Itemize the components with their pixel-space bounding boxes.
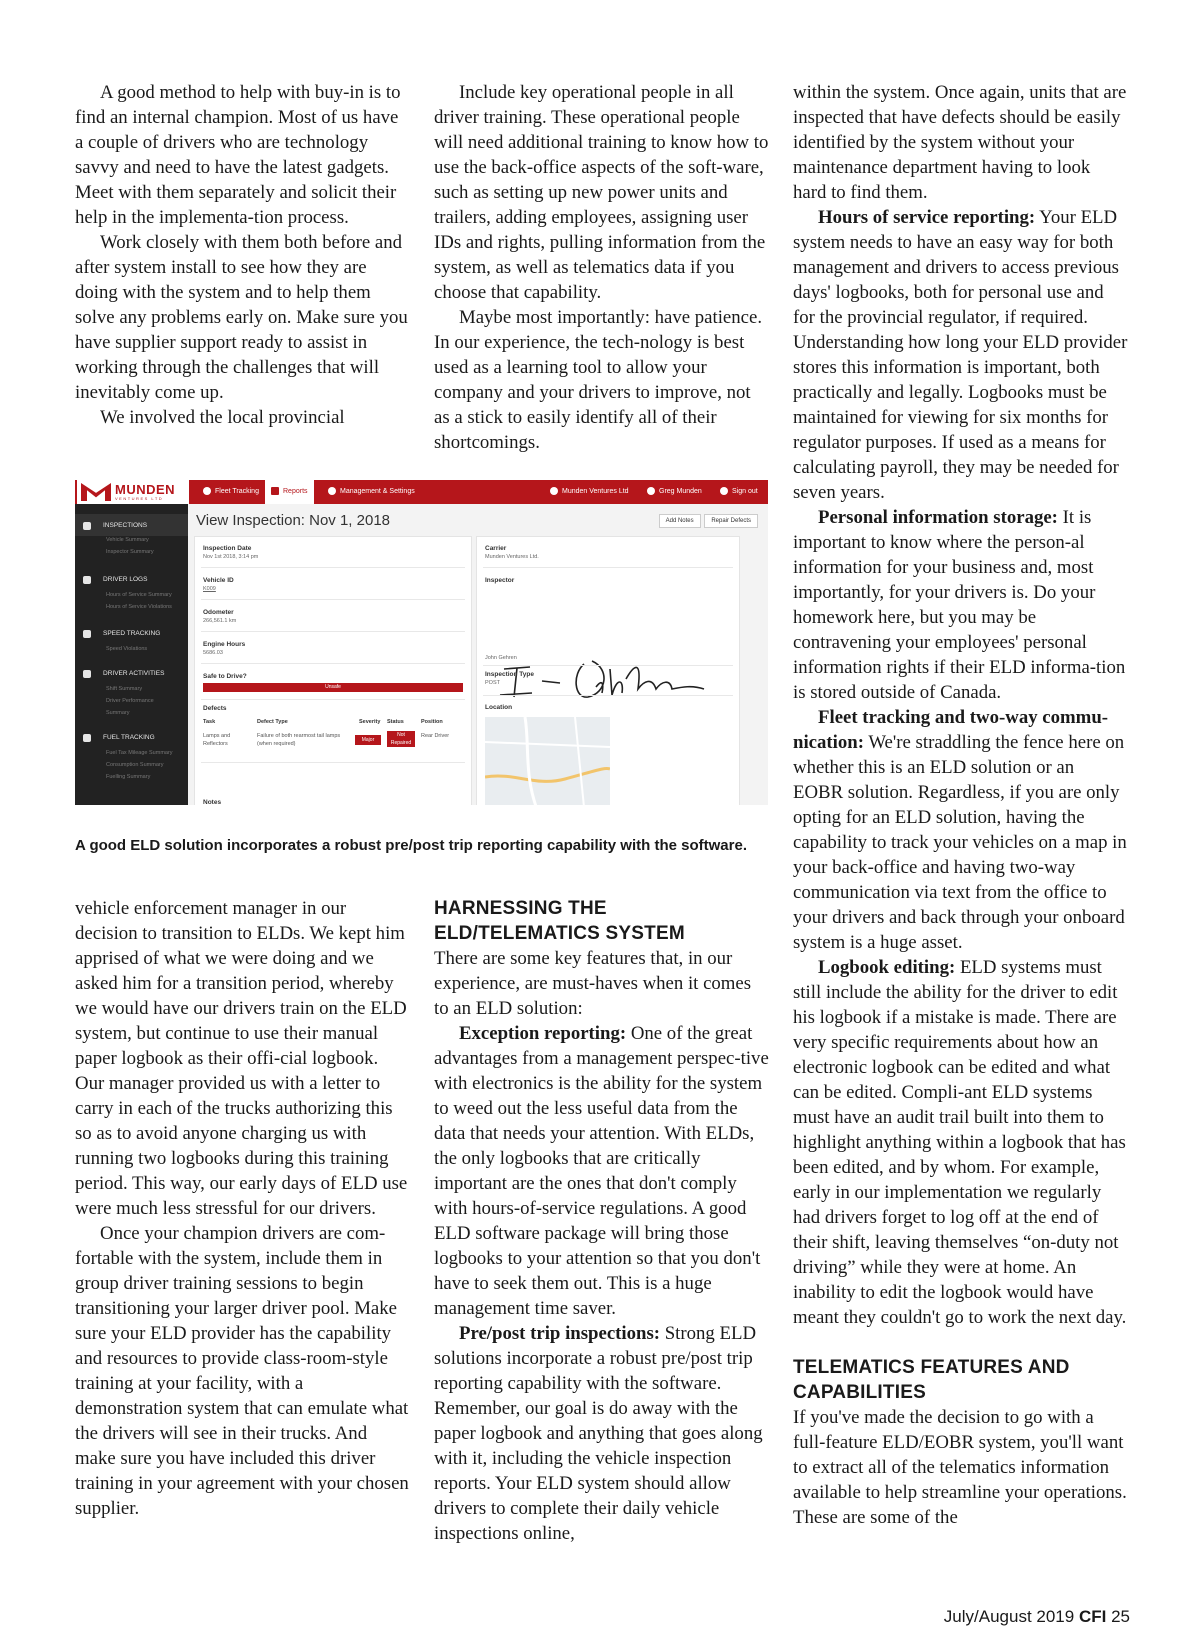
run-in-heading: Logbook editing:	[818, 957, 956, 978]
field-label: Location	[485, 704, 513, 711]
divider	[201, 663, 465, 664]
map-graphic	[485, 717, 610, 805]
defect-task: Lamps and Reflectors	[203, 733, 231, 747]
page-title: View Inspection: Nov 1, 2018	[196, 512, 391, 529]
column-1-top	[75, 80, 410, 430]
run-in-heading: Fleet tracking and two-way commu-nication:	[793, 707, 1109, 753]
field-label: Engine Hours	[203, 641, 246, 648]
nav-management-settings[interactable]: Management & Settings	[322, 480, 421, 504]
sign-out-icon	[720, 487, 728, 495]
divider	[483, 695, 733, 696]
field-label: Defects	[203, 705, 227, 712]
repair-defects-button[interactable]: Repair Defects	[704, 514, 758, 528]
column-1-bottom	[75, 896, 410, 1521]
wrench-icon	[328, 487, 336, 495]
paragraph: Pre/post trip inspections: Strong ELD solutions incorporate a robust pre/post trip reporting capability with the software. Remember, our goal is do away with the paper logbook and anything that goes along with it, including the vehicle inspection reports. Your ELD system should allow drivers to complete their daily vehicle inspections online,	[434, 1323, 763, 1544]
paragraph: Maybe most importantly: have patience. In our experience, the tech-nology is best used as a learning tool to allow your company and your drivers to improve, not as a stick to easily identify all of their shortcomings.	[434, 307, 763, 453]
section-heading: HARNESSING THE ELD/TELEMATICS SYSTEM	[434, 898, 685, 944]
sidebar-subitem[interactable]: Fuel Tax Mileage Summary	[106, 750, 173, 756]
paragraph: We involved the local provincial	[100, 407, 345, 428]
odometer-value: 266,561.1 km	[203, 618, 237, 624]
inspection-details-panel	[194, 536, 472, 805]
paragraph: Fleet tracking and two-way commu-nication: We're straddling the fence here on whether this is an ELD solution or an EOBR solution. Regardless, if you are only opting for an ELD solution, having the capability to track your vehicles on a map in your back-office and having two-way communication via text from the office to your drivers and back through your onboard system is a huge asset.	[793, 707, 1127, 953]
engine-hours-value: 5686.03	[203, 650, 223, 656]
column-2-bottom	[434, 896, 769, 1546]
fuel-icon	[83, 734, 91, 742]
globe-icon	[203, 487, 211, 495]
field-label: Vehicle ID	[203, 577, 234, 584]
divider	[201, 762, 465, 763]
run-in-heading: Pre/post trip inspections:	[459, 1323, 661, 1344]
paragraph: A good method to help with buy-in is to find an internal champion. Most of us have a couple of drivers who are technology savvy and need to have the latest gadgets. Meet with them separately and solicit their help in the implementa-tion process.	[75, 82, 401, 228]
toolbar	[657, 514, 758, 528]
nav-reports[interactable]: Reports	[265, 480, 314, 504]
sidebar-subitem[interactable]: Fuelling Summary	[106, 774, 151, 780]
sidebar-subitem[interactable]: Shift Summary	[106, 686, 143, 692]
road-icon	[83, 576, 91, 584]
sidebar-subitem[interactable]: Speed Violations	[106, 646, 148, 652]
table-header: Position	[421, 719, 443, 725]
vehicle-id-link[interactable]: K009	[203, 586, 216, 592]
page-footer	[944, 1607, 1130, 1627]
unsafe-status-bar: Unsafe	[203, 683, 463, 692]
sidebar-subitem[interactable]: Vehicle Summary	[106, 537, 149, 543]
nav-sign-out[interactable]: Sign out	[720, 480, 758, 504]
defect-position: Rear Driver	[421, 733, 450, 739]
nav-company[interactable]: Munden Ventures Ltd	[550, 480, 629, 504]
field-label: Carrier	[485, 545, 507, 552]
paragraph: Personal information storage: It is important to know where the person-al information for your business and, most importantly, for your drivers is. Do your homework here, but you may be contravening your employees' personal information rights if their ELD informa-tion is stored outside of Canada.	[793, 507, 1126, 703]
inspection-date-value: Nov 1st 2018, 3:14 pm	[203, 554, 259, 560]
document-icon	[271, 487, 279, 495]
paragraph: within the system. Once again, units that are inspected that have defects should be easily identified by the system without your maintenance department having to look hard to find them.	[793, 82, 1127, 203]
table-header[interactable]: Defect Type	[257, 719, 288, 725]
paragraph: Once your champion drivers are com-fortable with the system, include them in group driver training sessions to begin transitioning your larger driver pool. Make sure your ELD provider has the capability and resources to provide class-room-style training at your facility, with a demonstration system that can emulate what the drivers will see in their trucks. And make sure you have included this driver training in your agreement with your chosen supplier.	[75, 1223, 409, 1519]
run-in-heading: Exception reporting:	[459, 1023, 627, 1044]
paragraph: vehicle enforcement manager in our decision to transition to ELDs. We kept him apprised of what we were doing and we asked him for a transition period, whereby we would have our drivers train on the ELD system, but continue to use their manual paper logbook as their offi-cial logbook. Our manager provided us with a letter to carry in each of the trucks authorizing this so as to avoid anyone charging us with running two logbooks during this training period. This way, our early days of ELD use were much less stressful for our drivers.	[75, 898, 408, 1219]
paragraph: Exception reporting: One of the great advantages from a management perspec-tive with electronics is the ability for the system to weed out the less useful data from the data that needs your attention. With ELDs, the only logbooks that are critically important are the ones that don't comply with hours-of-service regulations. A good ELD software package will bring those logbooks to your attention so that you don't have to seek them out. This is a huge management time saver.	[434, 1023, 769, 1319]
inspector-name: John Gehren	[485, 655, 517, 661]
grid-icon	[83, 670, 91, 678]
speedometer-icon	[83, 630, 91, 638]
magazine-name: CFI	[1078, 1607, 1107, 1626]
logo-name: MUNDEN	[115, 482, 176, 497]
issue-date: July/August 2019	[943, 1607, 1075, 1626]
divider	[483, 665, 733, 666]
inspector-signature	[492, 649, 732, 709]
divider	[201, 631, 465, 632]
sidebar-subitem[interactable]: Inspector Summary	[106, 549, 154, 555]
inspection-meta-panel	[476, 536, 740, 805]
location-map[interactable]	[485, 717, 610, 805]
table-header: Severity	[359, 719, 381, 725]
field-label: Inspector	[485, 577, 515, 584]
field-label: Inspection Date	[203, 545, 252, 552]
inspection-view	[188, 504, 768, 805]
paragraph: Work closely with them both before and after system install to see how they are doing with the system and to help them solve any problems early on. Make sure you have supplier support ready to assist in working through the challenges that will inevitably come up.	[75, 232, 408, 403]
paragraph: There are some key features that, in our experience, are must-haves when it comes to an ELD solution:	[434, 948, 752, 1019]
nav-user[interactable]: Greg Munden	[647, 480, 702, 504]
sidebar-subitem[interactable]: Driver Performance	[106, 698, 154, 704]
sidebar-subitem[interactable]: Consumption Summary	[106, 762, 164, 768]
sidebar-subitem[interactable]: Hours of Service Violations	[106, 604, 172, 610]
table-header: Task	[203, 719, 216, 725]
table-header: Status	[387, 719, 404, 725]
divider	[201, 599, 465, 600]
run-in-heading: Personal information storage:	[818, 507, 1058, 528]
field-label: Safe to Drive?	[203, 673, 247, 680]
paragraph: Hours of service reporting: Your ELD system needs to have an easy way for both management and drivers to access previous days' logbooks, both for personal use and for the provincial regulator, if required. Understanding how long your ELD provider stores this information is important, both practically and legally. Logbooks must be maintained for viewing for six months for regulator purposes. If used as a means for calculating payroll, they may be needed for seven years.	[793, 207, 1128, 503]
column-3	[793, 80, 1128, 1530]
user-icon	[647, 487, 655, 495]
paragraph: If you've made the decision to go with a full-feature ELD/EOBR system, you'll want to extract all of the telematics information available to help streamline your operations. These are some of the	[793, 1407, 1127, 1528]
org-icon	[550, 487, 558, 495]
field-label: Notes	[203, 799, 222, 805]
carrier-value: Munden Ventures Ltd.	[485, 554, 539, 560]
inspection-type-value: POST	[485, 680, 500, 686]
field-label: Inspection Type	[485, 671, 534, 678]
sidebar-subitem[interactable]: Hours of Service Summary	[106, 592, 172, 598]
nav-fleet-tracking[interactable]: Fleet Tracking	[197, 480, 265, 504]
section-heading: TELEMATICS FEATURES AND CAPABILITIES	[793, 1357, 1070, 1403]
paragraph: Include key operational people in all driver training. These operational people will need additional training to know how to use the back-office aspects of the soft-ware, such as setting up new power units and trailers, adding employees, assigning user IDs and rights, pulling information from the system, as well as telematics data if you choose that capability.	[434, 82, 769, 303]
figure-caption: A good ELD solution incorporates a robust pre/post trip reporting capability with the software.	[75, 837, 747, 854]
app-sidebar: INSPECTIONS Vehicle Summary Inspector Summary DRIVER LOGS Hours of Service Summary Hours of Service Violations SPEED TRACKING Speed Violations DRIVER ACTIVITIES Shift Summary Driver Performance Summary FUEL TRACKING Fuel Tax Mileage Summary Consumption Summary Fuelling Summary	[75, 504, 188, 805]
run-in-heading: Hours of service reporting:	[818, 207, 1036, 228]
sidebar-subitem[interactable]: Summary	[106, 710, 130, 716]
defect-type: Failure of both rearmost tail lamps (when required)	[257, 733, 341, 747]
column-2-top	[434, 80, 769, 455]
severity-badge: Major	[355, 735, 381, 745]
page-number: 25	[1111, 1607, 1130, 1626]
eld-screenshot	[75, 480, 768, 805]
munden-logo	[77, 480, 189, 504]
search-icon	[83, 522, 91, 530]
divider	[483, 567, 733, 568]
app-topbar	[75, 480, 768, 504]
munden-logo-icon	[81, 483, 111, 501]
field-label: Odometer	[203, 609, 234, 616]
add-notes-button[interactable]: Add Notes	[659, 514, 701, 528]
logo-sub: VENTURES LTD	[115, 496, 164, 501]
paragraph: Logbook editing: ELD systems must still include the ability for the driver to edit his logbook if a mistake is made. There are very specific requirements about how an electronic logbook can be edited and what can be edited. Compli-ant ELD systems must have an audit trail built into them to highlight anything within a logbook that has been edited, and by whom. For example, early in our implementation we regularly had drivers forget to log off at the end of their shift, leaving themselves “on-duty not driving” while they were at home. An inability to edit the logbook would have meant they couldn't go to work the next day.	[793, 957, 1127, 1328]
status-badge: Not Repaired	[387, 731, 415, 747]
divider	[201, 567, 465, 568]
divider	[201, 699, 465, 700]
